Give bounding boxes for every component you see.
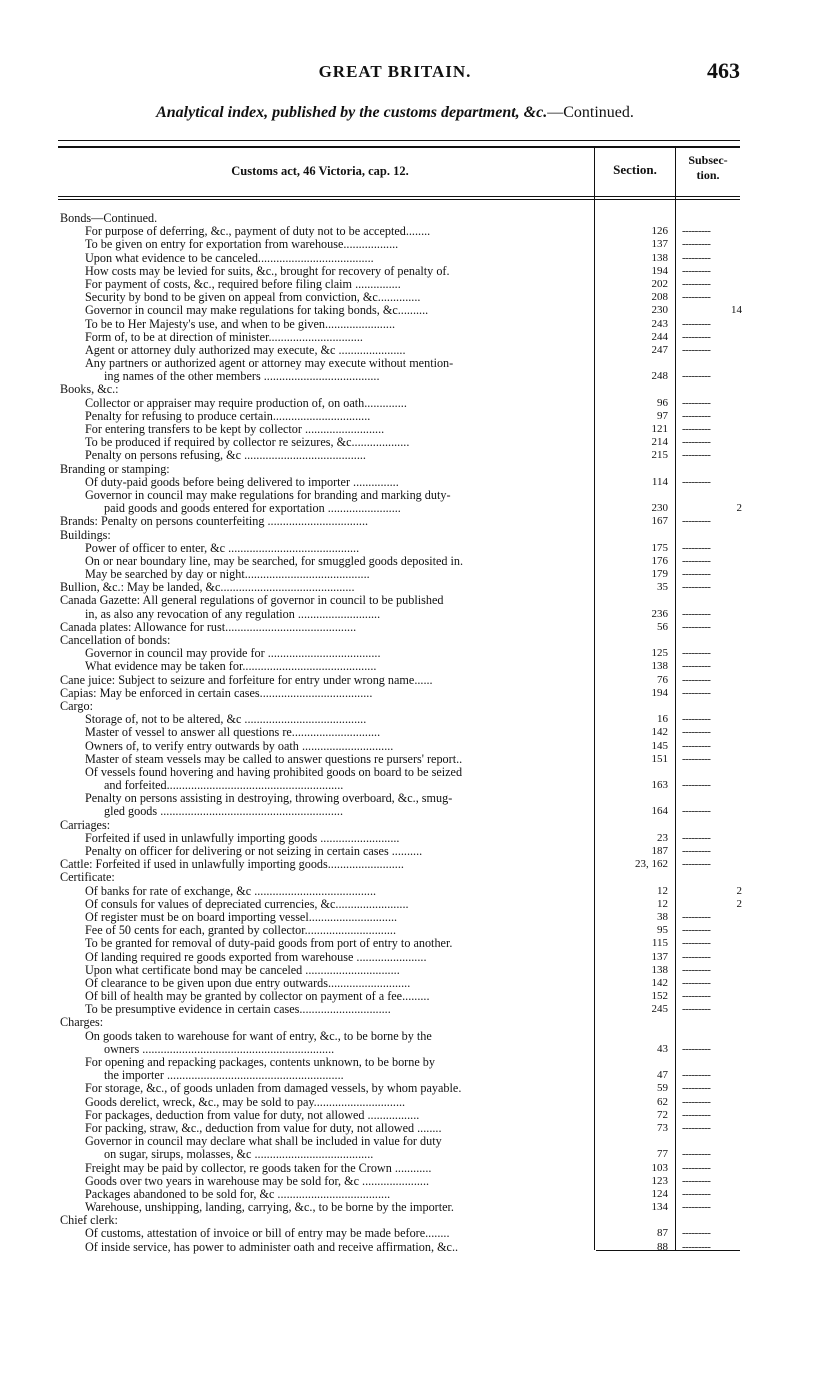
entry-text: Storage of, not to be altered, &c ........................................	[85, 713, 367, 727]
subsection-number: ---------	[682, 686, 711, 699]
subsection-number: ---------	[682, 238, 711, 251]
section-number: 12	[657, 897, 668, 910]
entry-text: Penalty on persons refusing, &c ........................................	[85, 449, 366, 463]
index-entry	[0, 713, 832, 726]
index-entry	[0, 1016, 832, 1029]
index-entry	[0, 1030, 832, 1043]
entry-text: What evidence may be taken for............................................	[85, 660, 377, 674]
entry-text: Power of officer to enter, &c ...........................................	[85, 541, 360, 555]
subsection-number: ---------	[682, 726, 711, 739]
header-subsection-line1: Subsec-	[688, 153, 728, 167]
subsection-number: ---------	[682, 409, 711, 422]
index-entry	[0, 304, 832, 317]
section-number: 47	[657, 1069, 668, 1082]
entry-text: Of landing required re goods exported from warehouse .......................	[85, 950, 427, 964]
entry-text: Packages abandoned to be sold for, &c .....................................	[85, 1187, 391, 1201]
index-entry	[0, 1082, 832, 1095]
entry-text: How costs may be levied for suits, &c., brought for recovery of penalty of.	[85, 264, 450, 278]
entry-text: and forfeited..........................................................	[104, 779, 344, 793]
index-entry	[0, 805, 832, 818]
subsection-number: ---------	[682, 739, 711, 752]
index-entry	[0, 449, 832, 462]
subsection-number: ---------	[682, 963, 711, 976]
subsection-number: 2	[736, 884, 742, 897]
entry-text: Of clearance to be given upon due entry outwards...........................	[85, 976, 411, 990]
section-number: 202	[651, 277, 668, 290]
table-caption	[0, 104, 790, 122]
entry-text: on sugar, sirups, molasses, &c .......................................	[104, 1148, 374, 1162]
subsection-number: ---------	[682, 568, 711, 581]
subsection-number: ---------	[682, 396, 711, 409]
entry-text: To be presumptive evidence in certain cases..............................	[85, 1003, 391, 1017]
entry-text: Any partners or authorized agent or attorney may execute without mention-	[85, 357, 454, 371]
entry-text: For packing, straw, &c., deduction from value for duty, not allowed ........	[85, 1121, 442, 1135]
section-number: 138	[651, 660, 668, 673]
index-entry	[0, 832, 832, 845]
entry-text: Cancellation of bonds:	[60, 634, 171, 647]
index-entry	[0, 1175, 832, 1188]
entry-text: Security by bond to be given on appeal from conviction, &c..............	[85, 291, 421, 305]
section-number: 77	[657, 1148, 668, 1161]
section-number: 23, 162	[635, 858, 668, 871]
subsection-number: ---------	[682, 1187, 711, 1200]
section-number: 126	[651, 225, 668, 238]
section-number: 215	[651, 449, 668, 462]
entry-text: For storage, &c., of goods unladen from damaged vessels, by whom payable.	[85, 1082, 462, 1096]
subsection-number: ---------	[682, 291, 711, 304]
section-number: 38	[657, 910, 668, 923]
entry-text: Penalty for refusing to produce certain................................	[85, 409, 371, 423]
entry-text: Canada Gazette: All general regulations of governor in council to be published	[60, 594, 444, 608]
index-entry	[0, 819, 832, 832]
section-number: 247	[651, 343, 668, 356]
section-number: 151	[651, 752, 668, 765]
section-number: 194	[651, 264, 668, 277]
index-entry	[0, 911, 832, 924]
index-entry	[0, 858, 832, 871]
entry-text: Master of vessel to answer all questions re.............................	[85, 726, 381, 740]
index-entry	[0, 845, 832, 858]
index-entry	[0, 937, 832, 950]
subsection-number: ---------	[682, 225, 711, 238]
index-body	[0, 212, 832, 1254]
index-entry	[0, 647, 832, 660]
section-number: 230	[651, 502, 668, 515]
subsection-number: 2	[736, 897, 742, 910]
header-rule-double	[58, 199, 740, 200]
page-number: 463	[707, 58, 740, 83]
index-entry	[0, 1122, 832, 1135]
entry-text: Carriages:	[60, 818, 111, 832]
entry-text: Chief clerk:	[60, 1214, 118, 1228]
section-number: 208	[651, 291, 668, 304]
entry-text: Governor in council may provide for .....................................	[85, 647, 381, 661]
running-title: GREAT BRITAIN.	[318, 62, 472, 81]
entry-text: For purpose of deferring, &c., payment of duty not to be accepted........	[85, 225, 431, 239]
index-entry	[0, 265, 832, 278]
entry-text: For payment of costs, &c., required before filing claim ...............	[85, 277, 401, 291]
section-number: 76	[657, 673, 668, 686]
entry-text: Penalty on persons assisting in destroying, throwing overboard, &c., smug-	[85, 792, 453, 806]
index-entry	[0, 964, 832, 977]
subsection-number: ---------	[682, 1042, 711, 1055]
entry-text: Collector or appraiser may require production of, on oath..............	[85, 396, 407, 410]
entry-text: Canada plates: Allowance for rust...........................................	[60, 620, 357, 634]
subsection-number: ---------	[682, 370, 711, 383]
section-number: 16	[657, 713, 668, 726]
entry-text: ing names of the other members ......................................	[104, 370, 380, 384]
section-number: 12	[657, 884, 668, 897]
entry-text: May be searched by day or night.........................................	[85, 568, 370, 582]
index-entry	[0, 463, 832, 476]
entry-text: Books, &c.:	[60, 383, 119, 397]
section-number: 230	[651, 304, 668, 317]
index-entry	[0, 331, 832, 344]
index-entry	[0, 383, 832, 396]
subsection-number: ---------	[682, 475, 711, 488]
index-entry	[0, 1109, 832, 1122]
section-number: 164	[651, 805, 668, 818]
entry-text: On or near boundary line, may be searched, for smuggled goods deposited in.	[85, 554, 464, 568]
index-entry	[0, 357, 832, 370]
index-entry	[0, 871, 832, 884]
subsection-number: ---------	[682, 976, 711, 989]
section-number: 43	[657, 1042, 668, 1055]
index-entry	[0, 529, 832, 542]
index-entry	[0, 1096, 832, 1109]
section-number: 134	[651, 1201, 668, 1214]
subsection-number: ---------	[682, 1227, 711, 1240]
entry-text: Bullion, &c.: May be landed, &c............................................	[60, 581, 355, 595]
entry-text: For opening and repacking packages, contents unknown, to be borne by	[85, 1056, 435, 1069]
section-number: 73	[657, 1121, 668, 1134]
section-number: 137	[651, 950, 668, 963]
index-entry	[0, 924, 832, 937]
index-entry	[0, 1201, 832, 1214]
index-entry	[0, 951, 832, 964]
entry-text: Upon what evidence to be canceled......................................	[85, 251, 374, 265]
subsection-number: ---------	[682, 264, 711, 277]
entry-text: To be granted for removal of duty-paid goods from port of entry to another.	[85, 937, 453, 951]
index-entry	[0, 687, 832, 700]
index-entry	[0, 1135, 832, 1148]
section-number: 23	[657, 831, 668, 844]
index-entry	[0, 1003, 832, 1016]
subsection-number: ---------	[682, 515, 711, 528]
top-rule	[58, 140, 740, 141]
subsection-number: ---------	[682, 647, 711, 660]
section-number: 138	[651, 251, 668, 264]
entry-text: Of customs, attestation of invoice or bill of entry may be made before........	[85, 1227, 450, 1241]
subsection-number: ---------	[682, 910, 711, 923]
subsection-number: ---------	[682, 845, 711, 857]
section-number: 248	[651, 370, 668, 383]
entry-text: Of vessels found hovering and having prohibited goods on board to be seized	[85, 765, 463, 779]
entry-text: To be to Her Majesty's use, and when to be given.......................	[85, 317, 396, 331]
subsection-number: 14	[731, 304, 742, 317]
entry-text: Branding or stamping:	[60, 462, 170, 476]
entry-text: paid goods and goods entered for exportation ........................	[104, 502, 401, 516]
index-entry	[0, 225, 832, 238]
subsection-number: ---------	[682, 620, 711, 633]
index-entry	[0, 252, 832, 265]
section-number: 97	[657, 409, 668, 422]
section-number: 145	[651, 739, 668, 752]
index-entry	[0, 502, 832, 515]
index-entry	[0, 515, 832, 528]
index-entry	[0, 898, 832, 911]
section-number: 175	[651, 541, 668, 554]
section-number: 123	[651, 1174, 668, 1187]
index-entry	[0, 674, 832, 687]
subsection-number: ---------	[682, 1108, 711, 1121]
index-entry	[0, 212, 832, 225]
subsection-number: ---------	[682, 673, 711, 686]
entry-text: To be produced if required by collector re seizures, &c...................	[85, 436, 410, 450]
subsection-number: ---------	[682, 1069, 711, 1082]
entry-text: Owners of, to verify entry outwards by oath ..............................	[85, 739, 394, 753]
header-subsection-line2: tion.	[696, 168, 720, 182]
section-number: 121	[651, 423, 668, 435]
section-number: 163	[651, 779, 668, 792]
entry-text: Of bill of health may be granted by collector on payment of a fee.........	[85, 990, 430, 1004]
section-number: 194	[651, 686, 668, 699]
index-entry	[0, 1069, 832, 1082]
entry-text: Of register must be on board importing vessel.............................	[85, 910, 398, 924]
subsection-number: ---------	[682, 1003, 711, 1016]
entry-text: Cattle: Forfeited if used in unlawfully importing goods.........................	[60, 858, 404, 872]
section-number: 138	[651, 963, 668, 976]
entry-text: Goods derelict, wreck, &c., may be sold to pay..............................	[85, 1095, 406, 1109]
section-number: 214	[651, 436, 668, 449]
subsection-number: ---------	[682, 1240, 711, 1253]
index-entry	[0, 489, 832, 502]
entry-text: For packages, deduction from value for duty, not allowed .................	[85, 1108, 420, 1122]
index-entry	[0, 766, 832, 779]
index-entry	[0, 423, 832, 436]
section-number: 152	[651, 990, 668, 1003]
caption-italic: Analytical index, published by the customs department, &c.	[156, 104, 548, 121]
top-rule-thick	[58, 146, 740, 148]
index-entry	[0, 660, 832, 673]
header-rule	[58, 196, 740, 197]
entry-text: Master of steam vessels may be called to answer questions re pursers' report..	[85, 752, 463, 766]
subsection-number: ---------	[682, 607, 711, 620]
subsection-number: ---------	[682, 317, 711, 330]
index-entry	[0, 1241, 832, 1254]
section-number: 35	[657, 581, 668, 594]
index-entry	[0, 608, 832, 621]
index-entry	[0, 977, 832, 990]
subsection-number: ---------	[682, 449, 711, 462]
subsection-number: ---------	[682, 423, 711, 435]
entry-text: Governor in council may declare what shall be included in value for duty	[85, 1135, 442, 1149]
subsection-number: ---------	[682, 779, 711, 792]
section-number: 124	[651, 1187, 668, 1200]
index-entry	[0, 370, 832, 383]
entry-text: Penalty on officer for delivering or not seizing in certain cases ..........	[85, 845, 423, 858]
index-entry	[0, 740, 832, 753]
section-number: 114	[651, 475, 668, 488]
entry-text: Of inside service, has power to administer oath and receive affirmation, &c..	[85, 1240, 459, 1254]
index-entry	[0, 594, 832, 607]
subsection-number: 2	[736, 502, 742, 515]
section-number: 56	[657, 620, 668, 633]
header-customs-act: Customs act, 46 Victoria, cap. 12.	[231, 164, 409, 178]
header-section: Section.	[613, 162, 657, 177]
subsection-number: ---------	[682, 937, 711, 950]
entry-text: Upon what certificate bond may be canceled ...............................	[85, 963, 400, 977]
index-entry	[0, 1043, 832, 1056]
entry-text: Capias: May be enforced in certain cases.....................................	[60, 686, 373, 700]
entry-text: Agent or attorney duly authorized may execute, &c ......................	[85, 343, 406, 357]
entry-text: gled goods ............................................................	[104, 805, 344, 819]
section-number: 62	[657, 1095, 668, 1108]
entry-text: Of banks for rate of exchange, &c ........................................	[85, 884, 377, 898]
subsection-number: ---------	[682, 1095, 711, 1108]
entry-text: Of duty-paid goods before being delivered to importer ...............	[85, 475, 399, 489]
bottom-rule	[596, 1250, 740, 1251]
entry-text: On goods taken to warehouse for want of entry, &c., to be borne by the	[85, 1029, 432, 1043]
subsection-number: ---------	[682, 1201, 711, 1214]
subsection-number: ---------	[682, 858, 711, 871]
caption-continued: —Continued.	[547, 104, 634, 121]
header-subsection	[677, 153, 739, 183]
section-number: 125	[651, 647, 668, 660]
section-number: 142	[651, 976, 668, 989]
index-entry	[0, 476, 832, 489]
index-entry	[0, 726, 832, 739]
subsection-number: ---------	[682, 251, 711, 264]
index-entry	[0, 885, 832, 898]
index-entry	[0, 1148, 832, 1161]
entry-text: Certificate:	[60, 871, 115, 885]
index-entry	[0, 436, 832, 449]
subsection-number: ---------	[682, 950, 711, 963]
index-entry	[0, 1056, 832, 1069]
entry-text: Goods over two years in warehouse may be sold for, &c ......................	[85, 1174, 430, 1188]
section-number: 137	[651, 238, 668, 251]
subsection-number: ---------	[682, 436, 711, 449]
section-number: 244	[651, 330, 668, 343]
subsection-number: ---------	[682, 660, 711, 673]
entry-text: in, as also any revocation of any regulation ...........................	[85, 607, 381, 621]
entry-text: Buildings:	[60, 528, 111, 542]
subsection-number: ---------	[682, 1082, 711, 1095]
index-entry	[0, 990, 832, 1003]
section-number: 96	[657, 396, 668, 409]
entry-text: Warehouse, unshipping, landing, carrying, &c., to be borne by the importer.	[85, 1201, 454, 1215]
section-number: 142	[651, 726, 668, 739]
subsection-number: ---------	[682, 805, 711, 818]
index-entry	[0, 581, 832, 594]
index-entry	[0, 318, 832, 331]
entry-text: owners ...............................................................	[104, 1042, 335, 1056]
section-number: 103	[651, 1161, 668, 1174]
section-number: 72	[657, 1108, 668, 1121]
entry-text: Governor in council may make regulations for branding and marking duty-	[85, 488, 451, 502]
section-number: 187	[651, 845, 668, 857]
entry-text: Brands: Penalty on persons counterfeiting .................................	[60, 515, 369, 529]
subsection-number: ---------	[682, 343, 711, 356]
entry-text: the importer ..........................................................	[104, 1069, 344, 1083]
index-entry	[0, 568, 832, 581]
entry-text: Forfeited if used in unlawfully importing goods ..........................	[85, 831, 400, 845]
section-number: 95	[657, 924, 668, 937]
subsection-number: ---------	[682, 990, 711, 1003]
running-head	[0, 58, 832, 86]
entry-text: Of consuls for values of depreciated currencies, &c........................	[85, 897, 409, 911]
index-entry	[0, 792, 832, 805]
subsection-number: ---------	[682, 1121, 711, 1134]
subsection-number: ---------	[682, 1148, 711, 1161]
section-number: 243	[651, 317, 668, 330]
section-number: 59	[657, 1082, 668, 1095]
entry-text: Governor in council may make regulations for taking bonds, &c..........	[85, 304, 429, 318]
index-entry	[0, 278, 832, 291]
index-entry	[0, 397, 832, 410]
entry-text: Form of, to be at direction of minister...............................	[85, 330, 363, 344]
index-entry	[0, 344, 832, 357]
subsection-number: ---------	[682, 752, 711, 765]
index-entry	[0, 1214, 832, 1227]
index-entry	[0, 621, 832, 634]
subsection-number: ---------	[682, 831, 711, 844]
index-entry	[0, 700, 832, 713]
index-entry	[0, 1227, 832, 1240]
entry-text: Cargo:	[60, 699, 93, 713]
subsection-number: ---------	[682, 277, 711, 290]
index-entry	[0, 238, 832, 251]
entry-text: Freight may be paid by collector, re goods taken for the Crown ............	[85, 1161, 432, 1175]
subsection-number: ---------	[682, 713, 711, 726]
section-number: 167	[651, 515, 668, 528]
section-number: 87	[657, 1227, 668, 1240]
entry-text: Charges:	[60, 1016, 104, 1030]
index-entry	[0, 555, 832, 568]
section-number: 179	[651, 568, 668, 581]
subsection-number: ---------	[682, 554, 711, 567]
subsection-number: ---------	[682, 1161, 711, 1174]
entry-text: Fee of 50 cents for each, granted by collector..............................	[85, 924, 397, 938]
index-entry	[0, 1162, 832, 1175]
entry-text: For entering transfers to be kept by collector ..........................	[85, 423, 385, 436]
section-number: 88	[657, 1240, 668, 1253]
subsection-number: ---------	[682, 330, 711, 343]
entry-text: To be given on entry for exportation from warehouse..................	[85, 238, 399, 252]
index-entry	[0, 753, 832, 766]
section-number: 115	[651, 937, 668, 950]
section-number: 176	[651, 554, 668, 567]
section-number: 236	[651, 607, 668, 620]
index-entry	[0, 1188, 832, 1201]
entry-text: Cane juice: Subject to seizure and forfeiture for entry under wrong name......	[60, 673, 433, 687]
subsection-number: ---------	[682, 1174, 711, 1187]
index-entry	[0, 410, 832, 423]
index-entry	[0, 542, 832, 555]
subsection-number: ---------	[682, 924, 711, 937]
section-number: 245	[651, 1003, 668, 1016]
subsection-number: ---------	[682, 581, 711, 594]
index-entry	[0, 291, 832, 304]
subsection-number: ---------	[682, 541, 711, 554]
entry-text: Bonds—Continued.	[60, 212, 158, 225]
index-entry	[0, 779, 832, 792]
index-entry	[0, 634, 832, 647]
